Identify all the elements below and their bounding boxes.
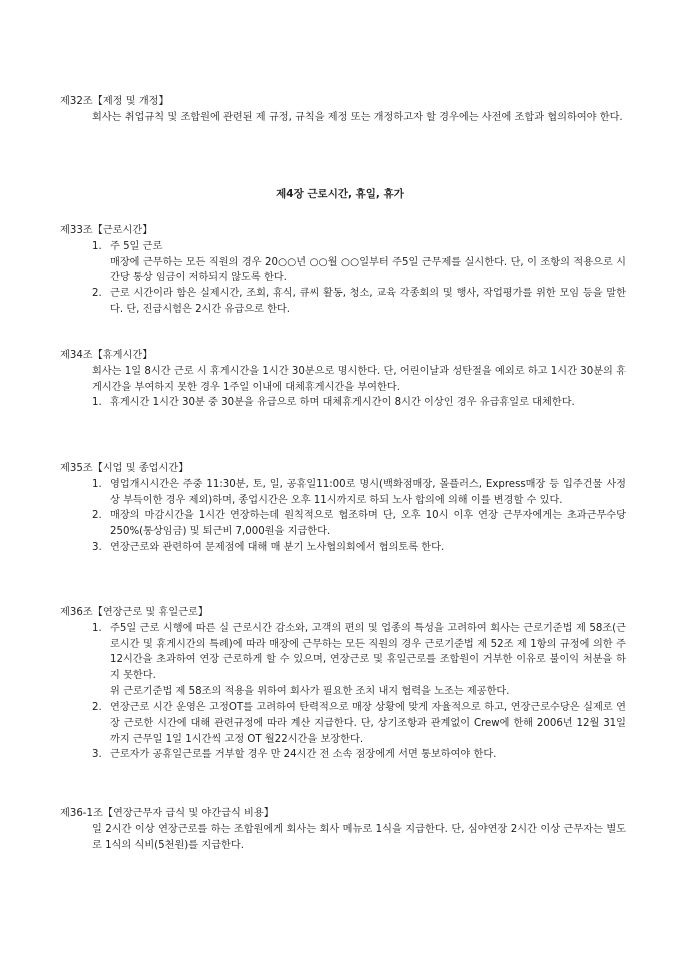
article-heading: 제33조【근로시간】: [60, 225, 153, 236]
item-text: 주 5일 근로: [110, 240, 163, 252]
article-heading: 제36조【연장근로 및 휴일근로】: [60, 607, 209, 618]
item-number: 2.: [92, 510, 102, 522]
item-number: 1.: [92, 478, 102, 490]
item-number: 1.: [92, 240, 102, 252]
item-list: [60, 239, 626, 318]
article-34: [60, 348, 626, 411]
article-35: [60, 461, 626, 556]
item-number: 1.: [92, 622, 102, 634]
item-number: 3.: [92, 542, 102, 554]
item-text: 근로 시간이라 함은 실제시간, 조회, 휴식, 큐씨 활동, 청소, 교육 각종회의 및 행사, 작업평가를 위한 모임 등을 말한다. 단, 진급시험은 2시간 유급으로 한다.: [110, 288, 626, 316]
item-text: 근로자가 공휴일근로를 거부할 경우 만 24시간 전 소속 점장에게 서면 통보하여야 한다.: [110, 749, 497, 761]
article-heading: 제35조【시업 및 종업시간】: [60, 463, 189, 474]
list-item: [60, 700, 626, 747]
item-text: 매장의 마감시간을 1시간 연장하는데 원칙적으로 협조하며 단, 오후 10시 이후 연장 근무자에게는 초과근무수당 250%(통상임금) 및 퇴근비 7,000원을 지급한다.: [110, 510, 626, 538]
article-32: [60, 94, 626, 126]
article-36-1: [60, 806, 626, 853]
article-body: 회사는 취업규칙 및 조합원에 관련된 제 규정, 규칙을 제정 또는 개정하고자 할 경우에는 사전에 조합과 협의하여야 한다.: [92, 111, 623, 123]
item-text: 휴게시간 1시간 30분 중 30분을 유급으로 하며 대체휴게시간이 8시간 이상인 경우 유급휴일로 대체한다.: [110, 397, 575, 409]
item-subtext: 매장에 근무하는 모든 직원의 경우 20○○년 ○○월 ○○일부터 주5일 근무제를 실시한다. 단, 이 조항의 적용으로 시간당 통상 임금이 저하되지 않도록 한다.: [110, 256, 626, 284]
article-33: [60, 223, 626, 318]
item-text: 영업개시시간은 주중 11:30분, 토, 일, 공휴일11:00로 명시(백화점매장, 몰플러스, Express매장 등 입주건물 사정상 부득이한 경우 제외)하며, 종업시간은 오후 11시까지로 하되 노사 합의에 의해 이를 변경할 수 있다.: [110, 478, 626, 506]
chapter-title: 제4장 근로시간, 휴일, 휴가: [276, 188, 404, 200]
item-subtext: 위 근로기준법 제 58조의 적용을 위하여 회사가 필요한 조치 내지 협력을 노조는 제공한다.: [110, 686, 510, 698]
item-number: 1.: [92, 397, 102, 409]
article-body: 회사는 1일 8시간 근로 시 휴게시간을 1시간 30분으로 명시한다. 단, 어린이날과 성탄절을 예외로 하고 1시간 30분의 휴게시간을 부여하지 못한 경우 1주일 이내에 대체휴게시간을 부여한다.: [92, 365, 626, 393]
item-text: 연장근로 시간 운영은 고정OT를 고려하여 탄력적으로 매장 상황에 맞게 자율적으로 하고, 연장근로수당은 실제로 연장 근로한 시간에 대해 관련규정에 따라 계산 지급한다. 단, 상기조항과 관계없이 Crew에 한해 2006년 12월 31일까지 근무일 1일 1시간씩 고정 OT 월22시간을 보장한다.: [110, 701, 626, 745]
list-item: [60, 395, 626, 411]
article-heading: 제36-1조【연장근무자 급식 및 야간급식 비용】: [60, 808, 274, 819]
item-number: 2.: [92, 288, 102, 300]
list-item: [60, 286, 626, 318]
item-list: [60, 621, 626, 763]
article-36: [60, 605, 626, 763]
list-item: [60, 621, 626, 684]
item-text: 주5일 근로 시행에 따른 실 근로시간 감소와, 고객의 편의 및 업종의 특성을 고려하여 회사는 근로기준법 제 58조(근로시간 및 휴게시간의 특례)에 따라 매장에 근무하는 모든 직원의 경우 근로기준법 제 52조 제 1항의 규정에 의한 주 12시간을 초과하여 연장 근로하게 할 수 있으며, 연장근로 및 휴일근로를 조합원이 거부한 이유로 불이익 처분을 하지 못한다.: [110, 622, 626, 682]
list-item: [60, 747, 626, 763]
item-list: [60, 395, 626, 411]
list-item: [60, 477, 626, 509]
list-item: [60, 508, 626, 540]
item-list: [60, 477, 626, 556]
item-text: 연장근로와 관련하여 문제점에 대해 매 분기 노사협의회에서 협의토록 한다.: [110, 542, 445, 554]
list-item: [60, 540, 626, 556]
article-body: 일 2시간 이상 연장근로를 하는 조합원에게 회사는 회사 메뉴로 1식을 지급한다. 단, 심야연장 2시간 이상 근무자는 별도로 1식의 식비(5천원)를 지급한다.: [92, 823, 626, 851]
list-item: [60, 239, 626, 255]
article-heading: 제32조【제정 및 개정】: [60, 96, 169, 107]
item-number: 3.: [92, 749, 102, 761]
item-number: 2.: [92, 701, 102, 713]
article-heading: 제34조【휴게시간】: [60, 350, 153, 361]
